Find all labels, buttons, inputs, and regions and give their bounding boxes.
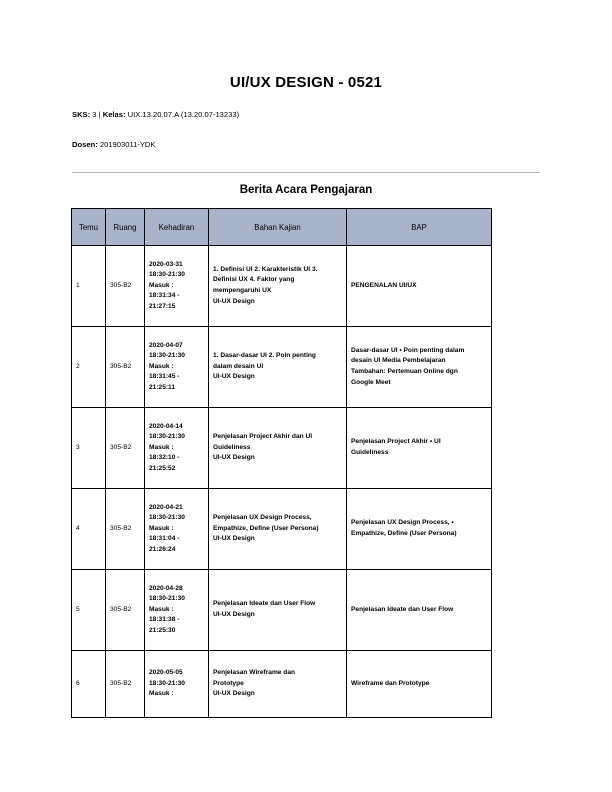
table-row (72, 246, 492, 327)
cell-kehadiran-line: Masuk : (149, 524, 174, 532)
kelas-value: UIX.13.20.07.A (13.20.07-13233) (127, 110, 240, 119)
cell-bap (347, 651, 492, 718)
col-header-kehadiran: Kehadiran (145, 209, 209, 246)
cell-kehadiran-line: 21:26:24 (149, 545, 176, 553)
course-title: UI/UX DESIGN - 0521 (229, 74, 383, 91)
table-row (72, 570, 492, 651)
cell-kehadiran (145, 327, 209, 408)
lecturer-line (72, 140, 155, 149)
course-meta-line: SKS: 3 | Kelas: UIX.13.20.07.A (13.20.07-13233) (72, 110, 240, 119)
cell-bahan-kajian-line: UI-UX Design (213, 297, 255, 305)
dosen-value: 201903011-YDK (99, 140, 156, 149)
cell-bap-line: Penjelasan UX Design Process, • (351, 519, 454, 527)
cell-bahan-kajian-line: Penjelasan Ideate dan User Flow (213, 600, 316, 608)
cell-bap-line: Penjelasan Ideate dan User Flow (351, 605, 454, 613)
cell-bap-line: desain UI Media Pembelajaran (351, 357, 446, 365)
cell-kehadiran-line: Masuk : (149, 443, 174, 451)
col-header-bap: BAP (347, 209, 492, 246)
cell-bahan-kajian (209, 246, 347, 327)
cell-bahan-kajian-line: Definisi UX 4. Faktor yang (213, 276, 295, 284)
col-header-bahan-kajian: Bahan Kajian (209, 209, 347, 246)
cell-kehadiran-line: 21:27:15 (149, 302, 176, 310)
cell-kehadiran (145, 246, 209, 327)
cell-bahan-kajian-line: UI-UX Design (213, 535, 255, 543)
cell-bahan-kajian-line: Penjelasan Project Akhir dan UI (213, 433, 313, 441)
cell-bap-line: Empathize, Define (User Persona) (351, 530, 457, 537)
cell-temu: 5 (72, 570, 106, 651)
cell-kehadiran-line: 2020-03-31 (149, 260, 183, 268)
cell-bahan-kajian-line: Penjelasan UX Design Process, (213, 514, 312, 522)
cell-kehadiran-line: 2020-04-21 (149, 503, 183, 511)
cell-kehadiran-line: 18:31:45 - (149, 373, 180, 381)
cell-ruang: 305-B2 (106, 489, 145, 570)
cell-bahan-kajian-line: Guideliness (213, 443, 251, 451)
table-header-row (72, 209, 492, 246)
cell-bahan-kajian (209, 408, 347, 489)
col-header-temu: Temu (72, 209, 106, 246)
cell-kehadiran-line: 18:30-21:30 (149, 433, 185, 441)
cell-bap (347, 408, 492, 489)
cell-bahan-kajian-line: 1. Dasar-dasar UI 2. Poin penting (213, 352, 316, 360)
cell-bahan-kajian-line: UI-UX Design (213, 454, 255, 462)
dosen-label: Dosen: (72, 140, 98, 149)
cell-ruang: 305-B2 (106, 570, 145, 651)
cell-bap-line: Guideliness (351, 449, 389, 456)
cell-bap (347, 489, 492, 570)
cell-bap (347, 570, 492, 651)
cell-kehadiran-line: 18:30-21:30 (149, 679, 185, 687)
cell-bahan-kajian-line: 1. Definisi UI 2. Karakteristik UI 3. (213, 265, 318, 273)
cell-kehadiran-line: 21:25:30 (149, 626, 176, 634)
cell-temu: 4 (72, 489, 106, 570)
cell-bap-line: Penjelasan Project Akhir • UI (351, 438, 441, 446)
cell-bahan-kajian-line: UI-UX Design (213, 611, 255, 618)
cell-bahan-kajian-line: dalam desain UI (213, 362, 264, 370)
cell-bahan-kajian-line: UI-UX Design (213, 373, 255, 381)
cell-temu: 6 (72, 651, 106, 718)
cell-kehadiran-line: 21:25:52 (149, 464, 176, 472)
table-row (72, 489, 492, 570)
cell-kehadiran-line: 18:31:34 - (149, 292, 180, 300)
cell-bap (347, 327, 492, 408)
cell-bahan-kajian (209, 489, 347, 570)
cell-kehadiran-line: Masuk : (149, 605, 174, 613)
sks-value: 3 (92, 110, 97, 119)
cell-bahan-kajian (209, 651, 347, 718)
cell-kehadiran (145, 570, 209, 651)
cell-ruang: 305-B2 (106, 408, 145, 489)
cell-kehadiran-line: Masuk : (149, 690, 174, 698)
cell-kehadiran-line: 2020-04-07 (149, 341, 183, 349)
teaching-record-table (71, 208, 492, 718)
cell-ruang: 305-B2 (106, 327, 145, 408)
cell-kehadiran (145, 408, 209, 489)
cell-kehadiran (145, 489, 209, 570)
sks-label: SKS: (72, 110, 91, 119)
cell-temu: 3 (72, 408, 106, 489)
cell-ruang: 305-B2 (106, 651, 145, 718)
table-row (72, 327, 492, 408)
cell-kehadiran-line: 2020-05-05 (149, 669, 183, 677)
cell-ruang: 305-B2 (106, 246, 145, 327)
cell-bap-line: Google Meet (351, 378, 391, 386)
cell-kehadiran-line: 18:31:38 - (149, 616, 180, 624)
cell-bahan-kajian-line: Penjelasan Wireframe dan (213, 669, 296, 677)
cell-bahan-kajian-line: Empathize, Define (User Persona) (213, 524, 319, 532)
cell-kehadiran-line: Masuk : (149, 362, 174, 370)
cell-temu: 1 (72, 246, 106, 327)
cell-bahan-kajian (209, 327, 347, 408)
cell-bap-line: PENGENALAN UI/UX (351, 281, 417, 289)
cell-temu: 2 (72, 327, 106, 408)
cell-kehadiran (145, 651, 209, 718)
cell-kehadiran-line: 18:31:04 - (149, 535, 180, 543)
table-row (72, 651, 492, 718)
cell-kehadiran-line: 18:30-21:30 (149, 352, 185, 360)
cell-bap-line: Dasar-dasar UI • Poin penting dalam (351, 346, 465, 354)
cell-kehadiran-line: 2020-04-14 (149, 422, 183, 430)
cell-kehadiran-line: 18:30-21:30 (149, 595, 185, 603)
cell-kehadiran-line: 2020-04-28 (149, 584, 183, 592)
cell-bap-line: Tambahan: Pertemuan Online dgn (351, 368, 458, 375)
cell-bahan-kajian-line: Prototype (213, 679, 244, 687)
cell-bahan-kajian-line: UI-UX Design (213, 690, 255, 698)
table-row (72, 408, 492, 489)
cell-bahan-kajian-line: mempengaruhi UX (213, 287, 272, 294)
section-title: Berita Acara Pengajaran (239, 184, 373, 196)
divider (72, 172, 540, 173)
cell-bap (347, 246, 492, 327)
cell-kehadiran-line: 18:30-21:30 (149, 271, 185, 279)
cell-kehadiran-line: 18:32:10 - (149, 454, 180, 462)
cell-kehadiran-line: 18:30-21:30 (149, 514, 185, 522)
cell-kehadiran-line: 21:25:11 (149, 383, 176, 391)
cell-bap-line: Wireframe dan Prototype (351, 679, 430, 687)
cell-kehadiran-line: Masuk : (149, 281, 174, 289)
cell-bahan-kajian (209, 570, 347, 651)
kelas-label: Kelas: (102, 110, 126, 119)
col-header-ruang: Ruang (106, 209, 145, 246)
